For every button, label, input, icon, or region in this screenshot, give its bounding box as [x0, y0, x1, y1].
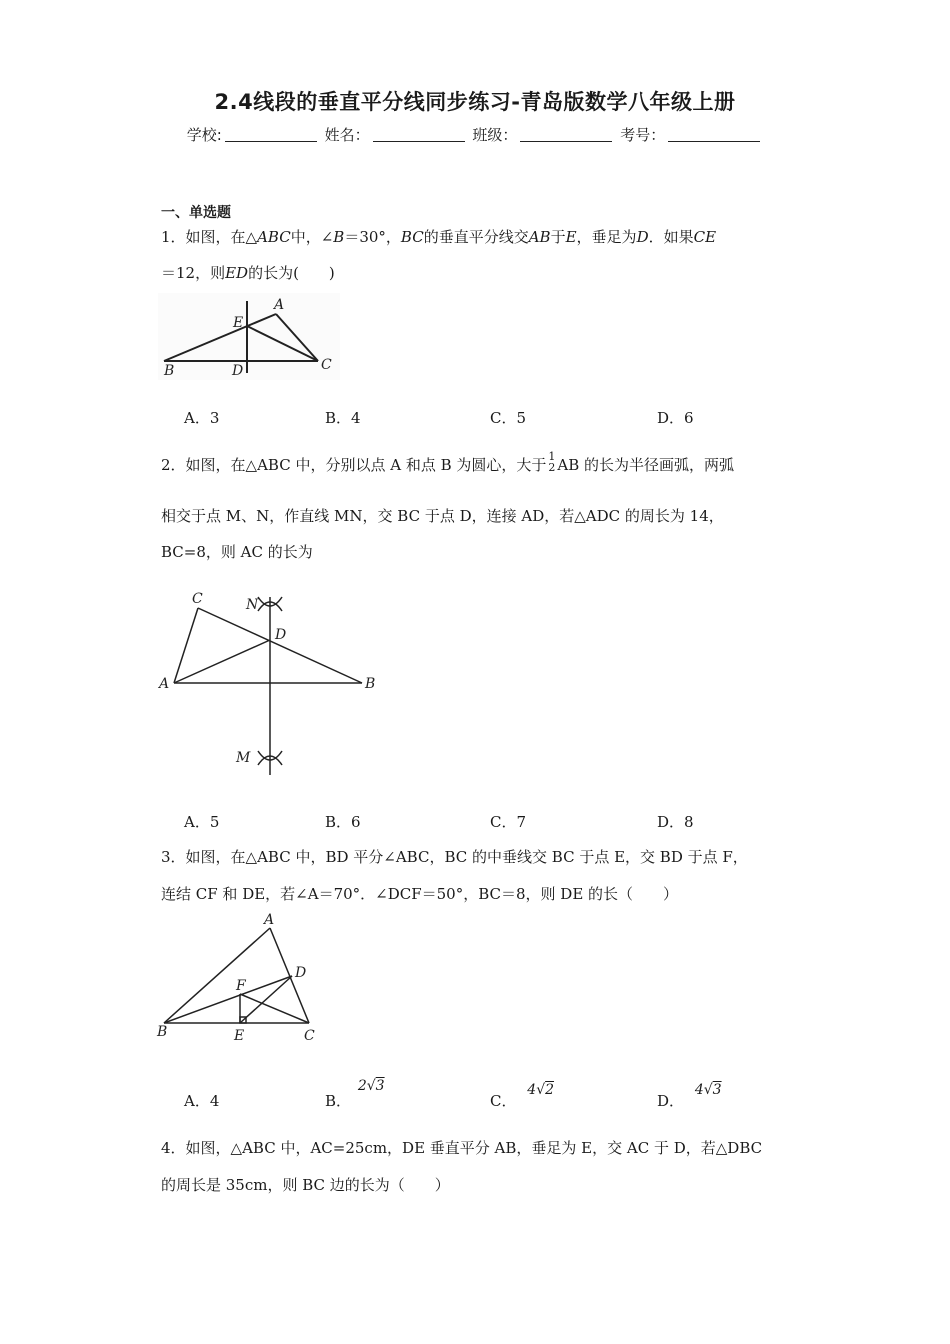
- q1-option-c[interactable]: C．5: [490, 409, 527, 427]
- q3-line1: 3．如图，在△ABC 中，BD 平分∠ABC，BC 的中垂线交 BC 于点 E，交 BD 于点 F，: [161, 848, 748, 866]
- q3-segment-ed: [240, 976, 292, 1023]
- q1-label-e: E: [233, 315, 244, 331]
- q2-option-c[interactable]: C．7: [490, 813, 527, 831]
- name-label: 姓名：: [324, 126, 370, 144]
- q3-option-a[interactable]: A．4: [184, 1092, 220, 1110]
- q3-segment-bd: [164, 976, 292, 1023]
- q3-label-f: F: [236, 978, 246, 994]
- school-blank[interactable]: [225, 127, 317, 142]
- page-title: 2.4线段的垂直平分线同步练习-青岛版数学八年级上册: [214, 90, 736, 114]
- q2-option-d[interactable]: D．8: [657, 813, 694, 831]
- q2-label-n: N: [246, 597, 259, 613]
- q2-label-c: C: [192, 591, 203, 607]
- q2-segment-cb: [198, 608, 362, 683]
- school-label: 学校:: [186, 126, 222, 144]
- q3-label-c: C: [304, 1028, 315, 1044]
- q3-option-d[interactable]: D． 4√3: [657, 1082, 722, 1110]
- student-info-line: [0, 124, 950, 145]
- exam-no-blank[interactable]: [668, 127, 760, 142]
- q1-option-a[interactable]: A．3: [184, 409, 220, 427]
- q1-label-d: D: [232, 363, 244, 379]
- q2-figure: [154, 585, 384, 780]
- q1-label-c: C: [321, 357, 332, 373]
- q2-line1: 2．如图，在△ABC 中，分别以点 A 和点 B 为圆心，大于 1 2 AB 的长为半径画弧，两弧: [161, 450, 735, 474]
- q1-label-b: B: [164, 363, 175, 379]
- q2-label-m: M: [236, 750, 251, 766]
- q3-option-c[interactable]: C． 4√2: [490, 1082, 555, 1110]
- q1-line1: 1．如图，在△ABC中，∠B＝30°，BC的垂直平分线交AB于E，垂足为D．如果CE: [161, 228, 717, 246]
- section-title: 一、单选题: [161, 205, 231, 221]
- q2-segment-ad: [174, 640, 270, 683]
- q3-figure: [154, 908, 329, 1048]
- q2-label-d: D: [275, 627, 287, 643]
- q1-line2: ＝12，则ED的长为( ): [161, 264, 335, 282]
- q2-label-a: A: [159, 676, 170, 692]
- class-blank[interactable]: [520, 127, 612, 142]
- class-label: 班级：: [472, 126, 518, 144]
- q1-option-b[interactable]: B．4: [325, 409, 361, 427]
- q3-label-a: A: [264, 912, 275, 928]
- q3-label-d: D: [295, 965, 307, 981]
- q2-line3: BC=8，则 AC 的长为: [161, 543, 313, 561]
- q2-fraction: 1 2: [548, 450, 556, 474]
- q3-label-b: B: [157, 1024, 168, 1040]
- q2-line2: 相交于点 M、N，作直线 MN，交 BC 于点 D，连接 AD，若△ADC 的周长为 14，: [161, 507, 724, 525]
- q3-line2: 连结 CF 和 DE，若∠A＝70°．∠DCF＝50°，BC＝8，则 DE 的长（ ）: [161, 885, 679, 903]
- q2-option-b[interactable]: B．6: [325, 813, 361, 831]
- q4-line2: 的周长是 35cm，则 BC 边的长为（ ）: [161, 1176, 450, 1194]
- exam-no-label: 考号：: [620, 126, 666, 144]
- q3-label-e: E: [234, 1028, 245, 1044]
- q2-segment-ac: [174, 608, 198, 683]
- q3-segment-ba: [164, 928, 270, 1023]
- q3-option-b[interactable]: B． 2√3: [325, 1078, 385, 1110]
- name-blank[interactable]: [373, 127, 465, 142]
- q4-line1: 4．如图，△ABC 中，AC=25cm，DE 垂直平分 AB，垂足为 E，交 AC 于 D，若△DBC: [161, 1139, 763, 1157]
- q1-option-d[interactable]: D．6: [657, 409, 694, 427]
- q1-label-a: A: [274, 297, 285, 313]
- q2-option-a[interactable]: A．5: [184, 813, 220, 831]
- q2-label-b: B: [365, 676, 376, 692]
- q1-figure: [158, 293, 343, 383]
